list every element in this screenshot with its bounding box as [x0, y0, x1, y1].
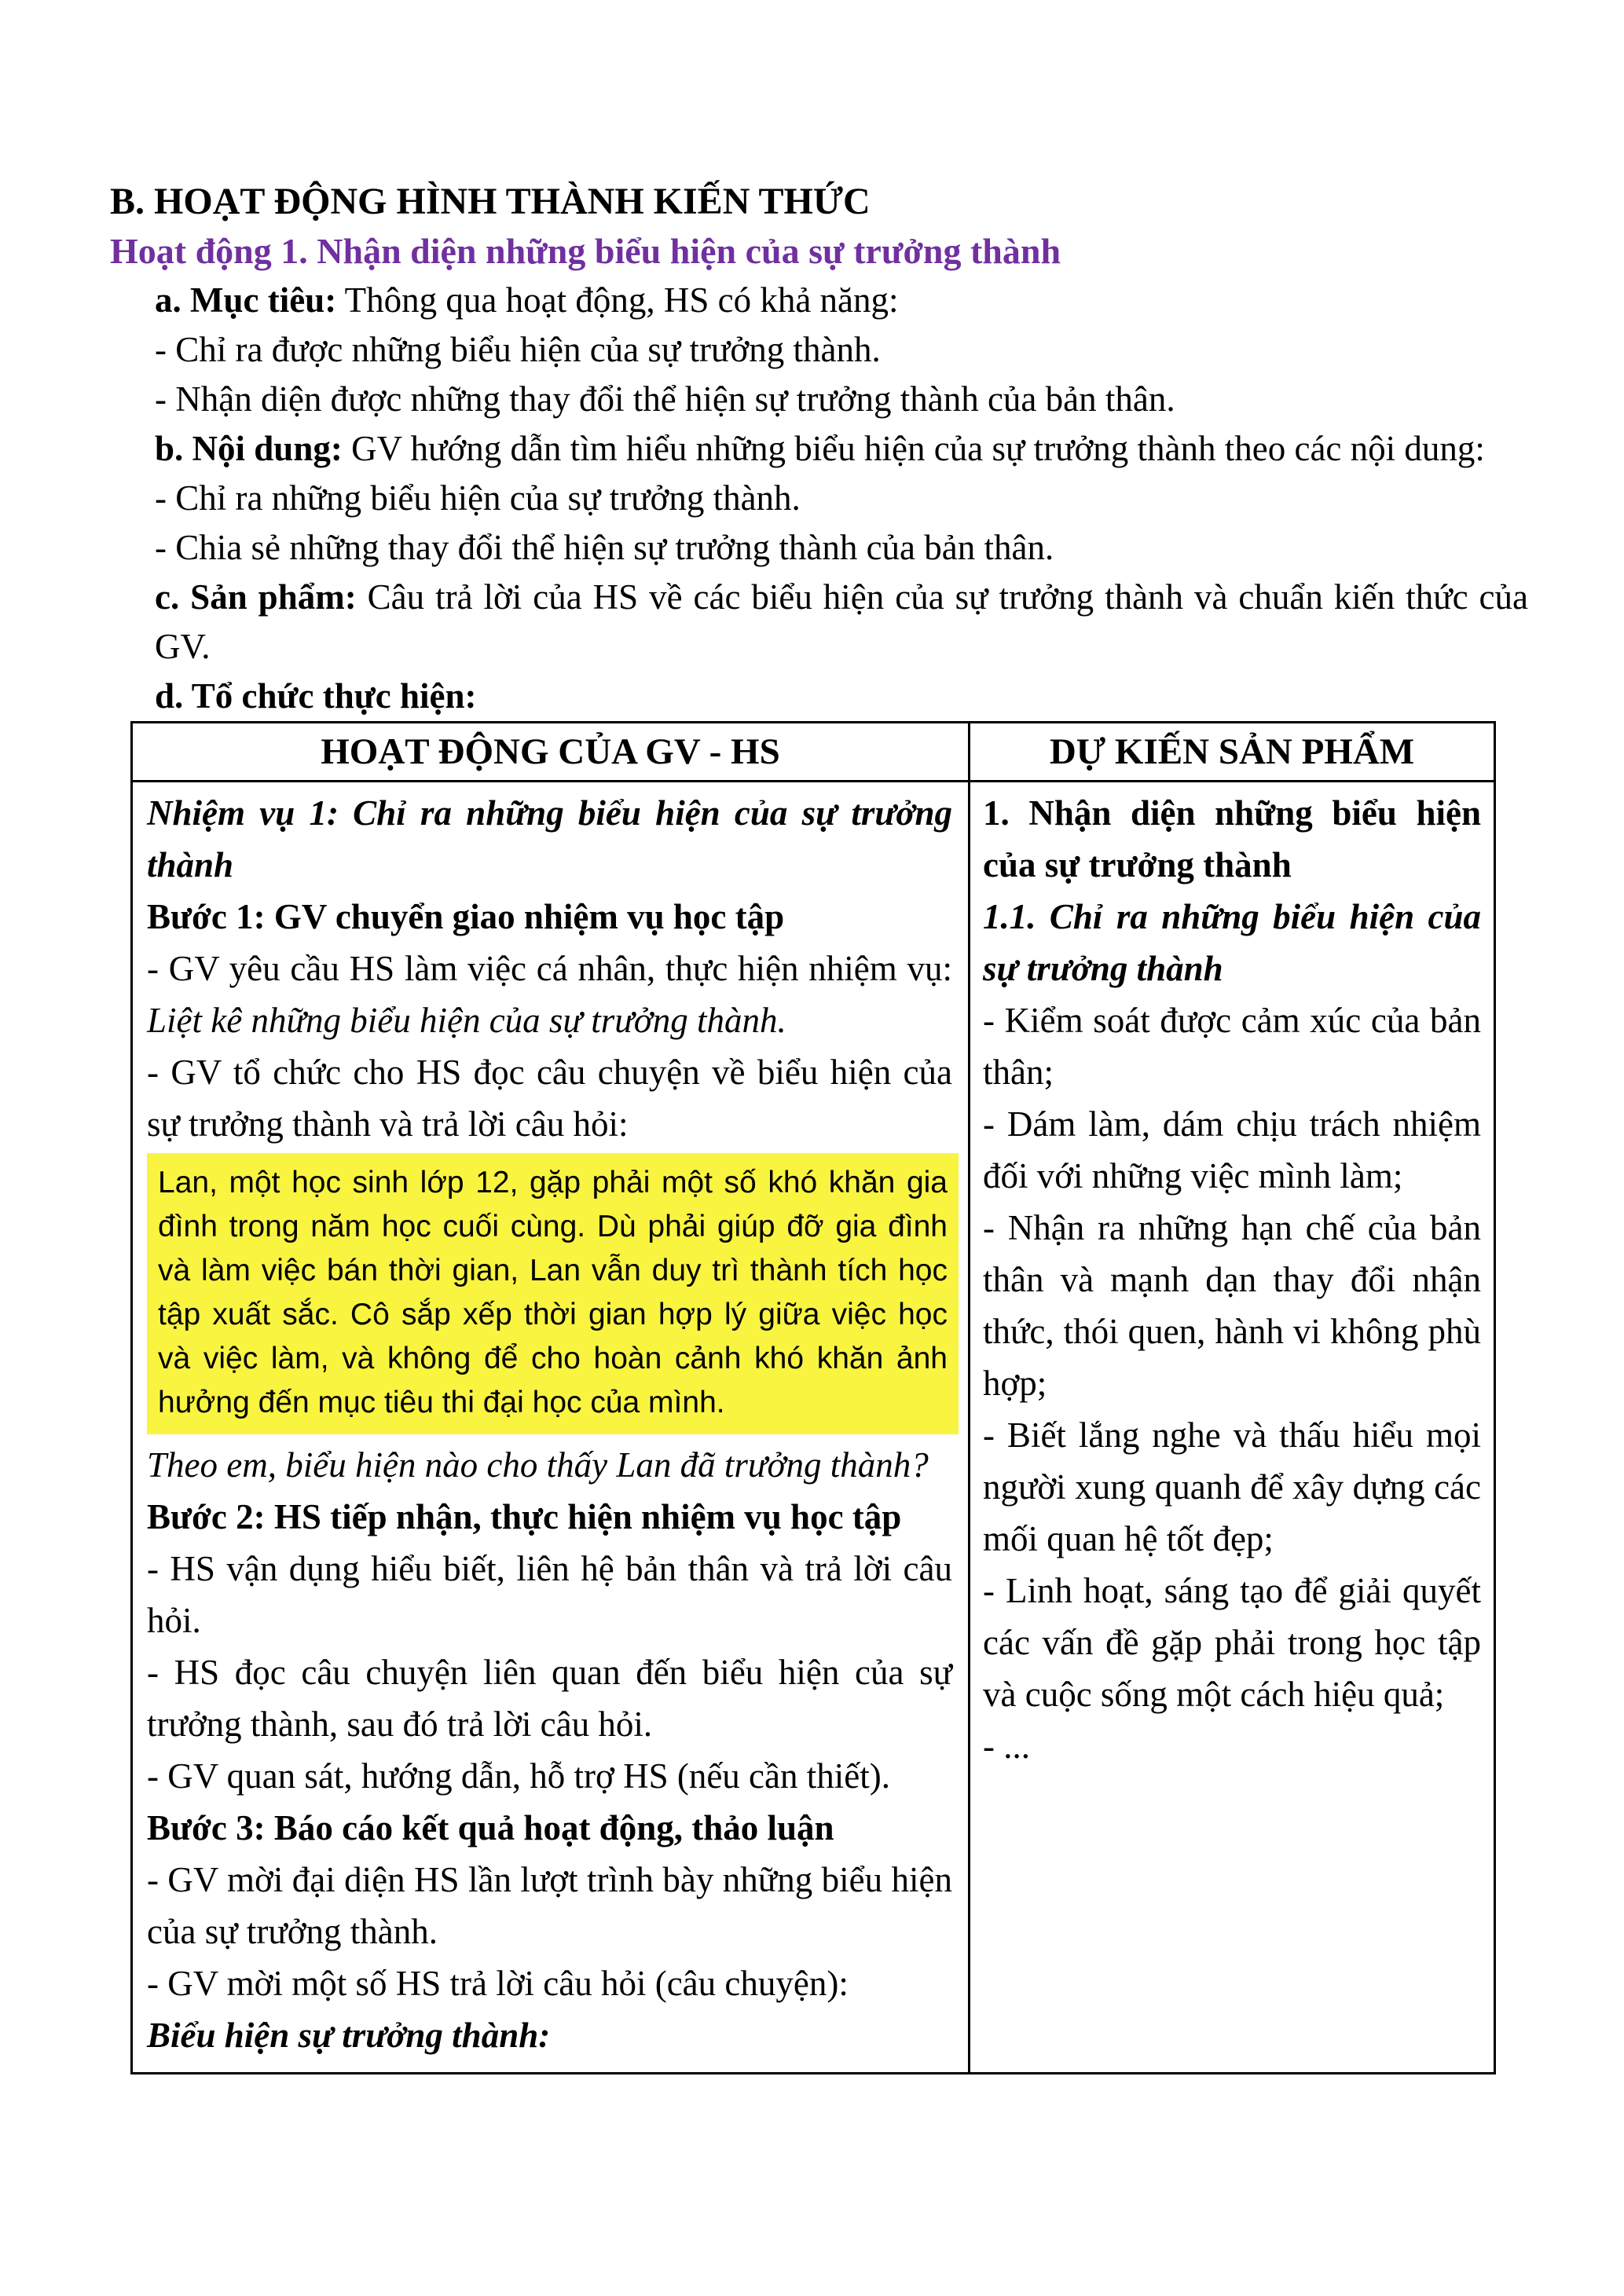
highlighted-story: Lan, một học sinh lớp 12, gặp phải một số khó khăn gia đình trong năm học cuối cùng. Dù phải giúp đỡ gia đình và làm việc bán thời gian, Lan vẫn duy trì thành tích học tập xuất sắc. Cô sắp xếp thời gian hợp lý giữa việc học và việc làm, và không để cho hoàn cảnh khó khăn ảnh hưởng đến mục tiêu thi đại học của mình.	[147, 1153, 959, 1434]
table-header-row	[132, 723, 1495, 782]
organization-label: d. Tổ chức thực hiện:	[155, 676, 477, 716]
step-1-heading: Bước 1: GV chuyển giao nhiệm vụ học tập	[147, 897, 785, 936]
step-1-paragraph-normal: - GV yêu cầu HS làm việc cá nhân, thực hiện nhiệm vụ:	[147, 949, 952, 988]
step-2-paragraph-2: - HS đọc câu chuyện liên quan đến biểu hiện của sự trưởng thành, sau đó trả lời câu hỏi.	[147, 1653, 952, 1744]
product-heading-1-1: 1.1. Chỉ ra những biểu hiện của sự trưởng thành	[983, 897, 1481, 988]
product-heading-1: 1. Nhận diện những biểu hiện của sự trưởng thành	[983, 793, 1481, 884]
content-item: - Chỉ ra những biểu hiện của sự trưởng thành.	[155, 478, 801, 518]
story-question: Theo em, biểu hiện nào cho thấy Lan đã trưởng thành?	[147, 1445, 929, 1485]
step-3-heading: Bước 3: Báo cáo kết quả hoạt động, thảo luận	[147, 1808, 834, 1847]
step-3-paragraph-2: - GV mời một số HS trả lời câu hỏi (câu chuyện):	[147, 1964, 849, 2003]
content-item: - Chia sẻ những thay đổi thể hiện sự trưởng thành của bản thân.	[155, 528, 1054, 567]
step-1-paragraph-2: - GV tổ chức cho HS đọc câu chuyện về biểu hiện của sự trưởng thành và trả lời câu hỏi:	[147, 1053, 952, 1144]
table-header-du-kien: DỰ KIẾN SẢN PHẨM	[970, 723, 1495, 782]
gv-hs-activity-cell	[132, 782, 970, 2074]
objective-label: a. Mục tiêu:	[155, 280, 337, 320]
activity-table	[130, 721, 1496, 2074]
product-item: - Dám làm, dám chịu trách nhiệm đối với những việc mình làm;	[983, 1104, 1481, 1196]
product-item: - Linh hoạt, sáng tạo để giải quyết các vấn đề gặp phải trong học tập và cuộc sống một cách hiệu quả;	[983, 1571, 1481, 1714]
objective-text: Thông qua hoạt động, HS có khả năng:	[336, 280, 899, 320]
step-1-paragraph-italic: Liệt kê những biểu hiện của sự trưởng thành.	[147, 1001, 786, 1040]
expression-heading: Biểu hiện sự trưởng thành:	[147, 2016, 551, 2055]
product-paragraph	[155, 573, 1528, 672]
content-label: b. Nội dung:	[155, 429, 343, 468]
task-1-heading: Nhiệm vụ 1: Chỉ ra những biểu hiện của sự trưởng thành	[147, 793, 952, 884]
step-1-paragraph	[147, 943, 952, 1046]
product-item: - ...	[983, 1727, 1030, 1766]
activity-heading: Hoạt động 1. Nhận diện những biểu hiện của sự trưởng thành	[110, 231, 1061, 271]
step-3-paragraph-1: - GV mời đại diện HS lần lượt trình bày những biểu hiện của sự trưởng thành.	[147, 1860, 952, 1951]
product-label: c. Sản phẩm:	[155, 577, 357, 617]
content-text: GV hướng dẫn tìm hiểu những biểu hiện của sự trưởng thành theo các nội dung:	[342, 429, 1485, 468]
content-paragraph	[155, 424, 1528, 474]
objective-item: - Chỉ ra được những biểu hiện của sự trưởng thành.	[155, 330, 881, 369]
product-item: - Kiểm soát được cảm xúc của bản thân;	[983, 1001, 1481, 1092]
step-2-paragraph-1: - HS vận dụng hiểu biết, liên hệ bản thân và trả lời câu hỏi.	[147, 1549, 952, 1640]
objective-paragraph	[155, 276, 1528, 325]
table-body-row	[132, 782, 1495, 2074]
product-text: Câu trả lời của HS về các biểu hiện của sự trưởng thành và chuẩn kiến thức của GV.	[155, 577, 1528, 666]
step-2-paragraph-3: - GV quan sát, hướng dẫn, hỗ trợ HS (nếu cần thiết).	[147, 1756, 890, 1796]
table-header-gv-hs: HOẠT ĐỘNG CỦA GV - HS	[132, 723, 970, 782]
expected-product-cell	[970, 782, 1495, 2074]
step-2-heading: Bước 2: HS tiếp nhận, thực hiện nhiệm vụ học tập	[147, 1497, 902, 1536]
section-heading: B. HOẠT ĐỘNG HÌNH THÀNH KIẾN THỨC	[110, 181, 871, 222]
product-item: - Biết lắng nghe và thấu hiểu mọi người xung quanh để xây dựng các mối quan hệ tốt đẹp;	[983, 1415, 1481, 1558]
product-item: - Nhận ra những hạn chế của bản thân và mạnh dạn thay đổi nhận thức, thói quen, hành vi không phù hợp;	[983, 1208, 1481, 1403]
objective-item: - Nhận diện được những thay đổi thể hiện sự trưởng thành của bản thân.	[155, 379, 1175, 419]
